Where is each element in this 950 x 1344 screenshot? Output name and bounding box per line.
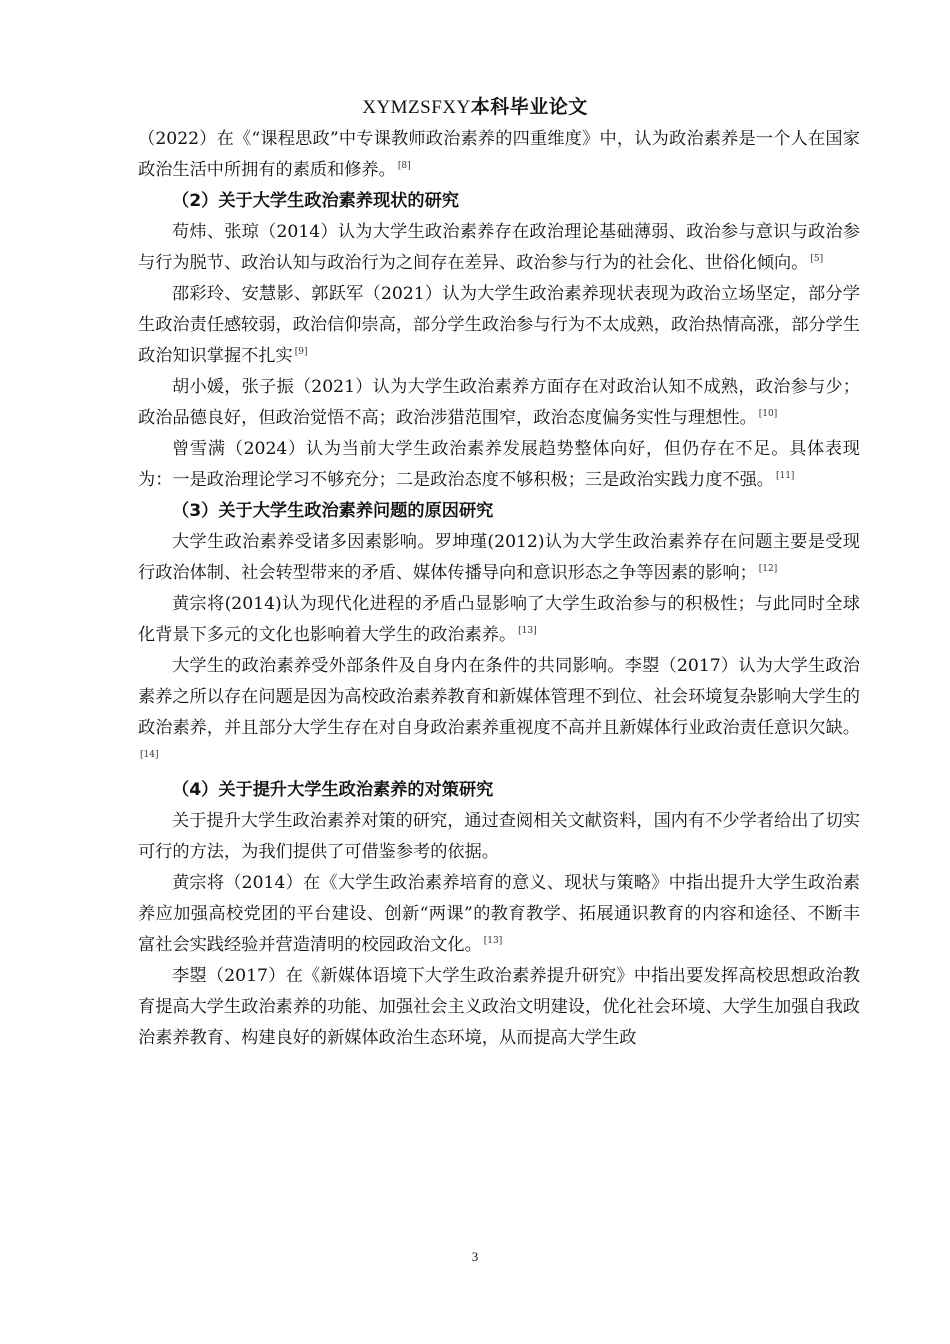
- heading-text: （2）关于大学生政治素养现状的研究: [172, 191, 459, 211]
- citation-reference: [5]: [810, 254, 824, 264]
- citation-reference: [13]: [483, 936, 503, 946]
- section-heading: [138, 496, 860, 527]
- paragraph-text: 关于提升大学生政治素养对策的研究，通过查阅相关文献资料，国内有不少学者给出了切实可行的方法，为我们提供了可借鉴参考的依据。: [138, 811, 860, 862]
- paragraph-text: 胡小媛，张子振（2021）认为大学生政治素养方面存在对政治认知不成熟，政治参与少；政治品德良好，但政治觉悟不高；政治涉猎范围窄，政治态度偏务实性与理想性。: [138, 377, 860, 428]
- paragraph-text: 李曌（2017）在《新媒体语境下大学生政治素养提升研究》中指出要发挥高校思想政治教育提高大学生政治素养的功能、加强社会主义政治文明建设，优化社会环境、大学生加强自我政治素养教育、构建良好的新媒体政治生态环境，从而提高大学生政: [138, 966, 860, 1048]
- citation-reference: [14]: [140, 750, 159, 760]
- body-paragraph: [138, 868, 860, 961]
- section-heading: [138, 186, 860, 217]
- body-paragraph: [138, 434, 860, 496]
- paragraph-text: （2022）在《“课程思政”中专课教师政治素养的四重维度》中，认为政治素养是一个人在国家政治生活中所拥有的素质和修养。: [138, 129, 860, 180]
- paragraph-text: 大学生政治素养受诸多因素影响。罗坤瑾(2012)认为大学生政治素养存在问题主要是受现行政治体制、社会转型带来的矛盾、媒体传播导向和意识形态之争等因素的影响；: [138, 532, 860, 583]
- paragraph-text: 黄宗将(2014)认为现代化进程的矛盾凸显影响了大学生政治参与的积极性；与此同时全球化背景下多元的文化也影响着大学生的政治素养。: [138, 594, 860, 645]
- paragraph-text: 曾雪满（2024）认为当前大学生政治素养发展趋势整体向好，但仍存在不足。具体表现为：一是政治理论学习不够充分；二是政治态度不够积极；三是政治实践力度不强。: [138, 439, 860, 490]
- citation-reference: [8]: [397, 161, 411, 171]
- citation-reference: [11]: [775, 471, 795, 481]
- heading-text: （3）关于大学生政治素养问题的原因研究: [172, 501, 494, 521]
- body-paragraph: [138, 124, 860, 186]
- body-paragraph: [138, 806, 860, 868]
- citation-reference: [9]: [294, 347, 308, 357]
- body-paragraph: [138, 279, 860, 372]
- heading-text: （4）关于提升大学生政治素养的对策研究: [172, 780, 494, 800]
- header-title: 本科毕业论文: [470, 96, 588, 118]
- paragraph-text: 黄宗将（2014）在《大学生政治素养培育的意义、现状与策略》中指出提升大学生政治素养应加强高校党团的平台建设、创新“两课”的教育教学、拓展通识教育的内容和途径、不断丰富社会实践经验并营造清明的校园政治文化。: [138, 873, 860, 955]
- header-school-code: XYMZSFXY: [362, 97, 471, 118]
- body-paragraph: [138, 961, 860, 1054]
- page-number: 3: [471, 1249, 479, 1264]
- body-paragraph: [138, 372, 860, 434]
- document-body: [138, 124, 860, 1054]
- page-header: [0, 92, 950, 119]
- citation-reference: [10]: [758, 409, 778, 419]
- paragraph-text: 大学生的政治素养受外部条件及自身内在条件的共同影响。李曌（2017）认为大学生政治素养之所以存在问题是因为高校政治素养教育和新媒体管理不到位、社会环境复杂影响大学生的政治素养，并且部分大学生存在对自身政治素养重视度不高并且新媒体行业政治责任意识欠缺。: [138, 656, 860, 738]
- body-paragraph: [138, 589, 860, 651]
- citation-reference: [12]: [758, 564, 778, 574]
- body-paragraph: [138, 651, 860, 775]
- paragraph-text: 苟炜、张琼（2014）认为大学生政治素养存在政治理论基础薄弱、政治参与意识与政治参与行为脱节、政治认知与政治行为之间存在差异、政治参与行为的社会化、世俗化倾向。: [138, 222, 860, 273]
- citation-reference: [13]: [518, 626, 537, 636]
- section-heading: [138, 775, 860, 806]
- body-paragraph: [138, 527, 860, 589]
- body-paragraph: [138, 217, 860, 279]
- paragraph-text: 邵彩玲、安慧影、郭跃军（2021）认为大学生政治素养现状表现为政治立场坚定，部分学生政治责任感较弱，政治信仰崇高，部分学生政治参与行为不太成熟，政治热情高涨，部分学生政治知识掌握不扎实: [138, 284, 860, 366]
